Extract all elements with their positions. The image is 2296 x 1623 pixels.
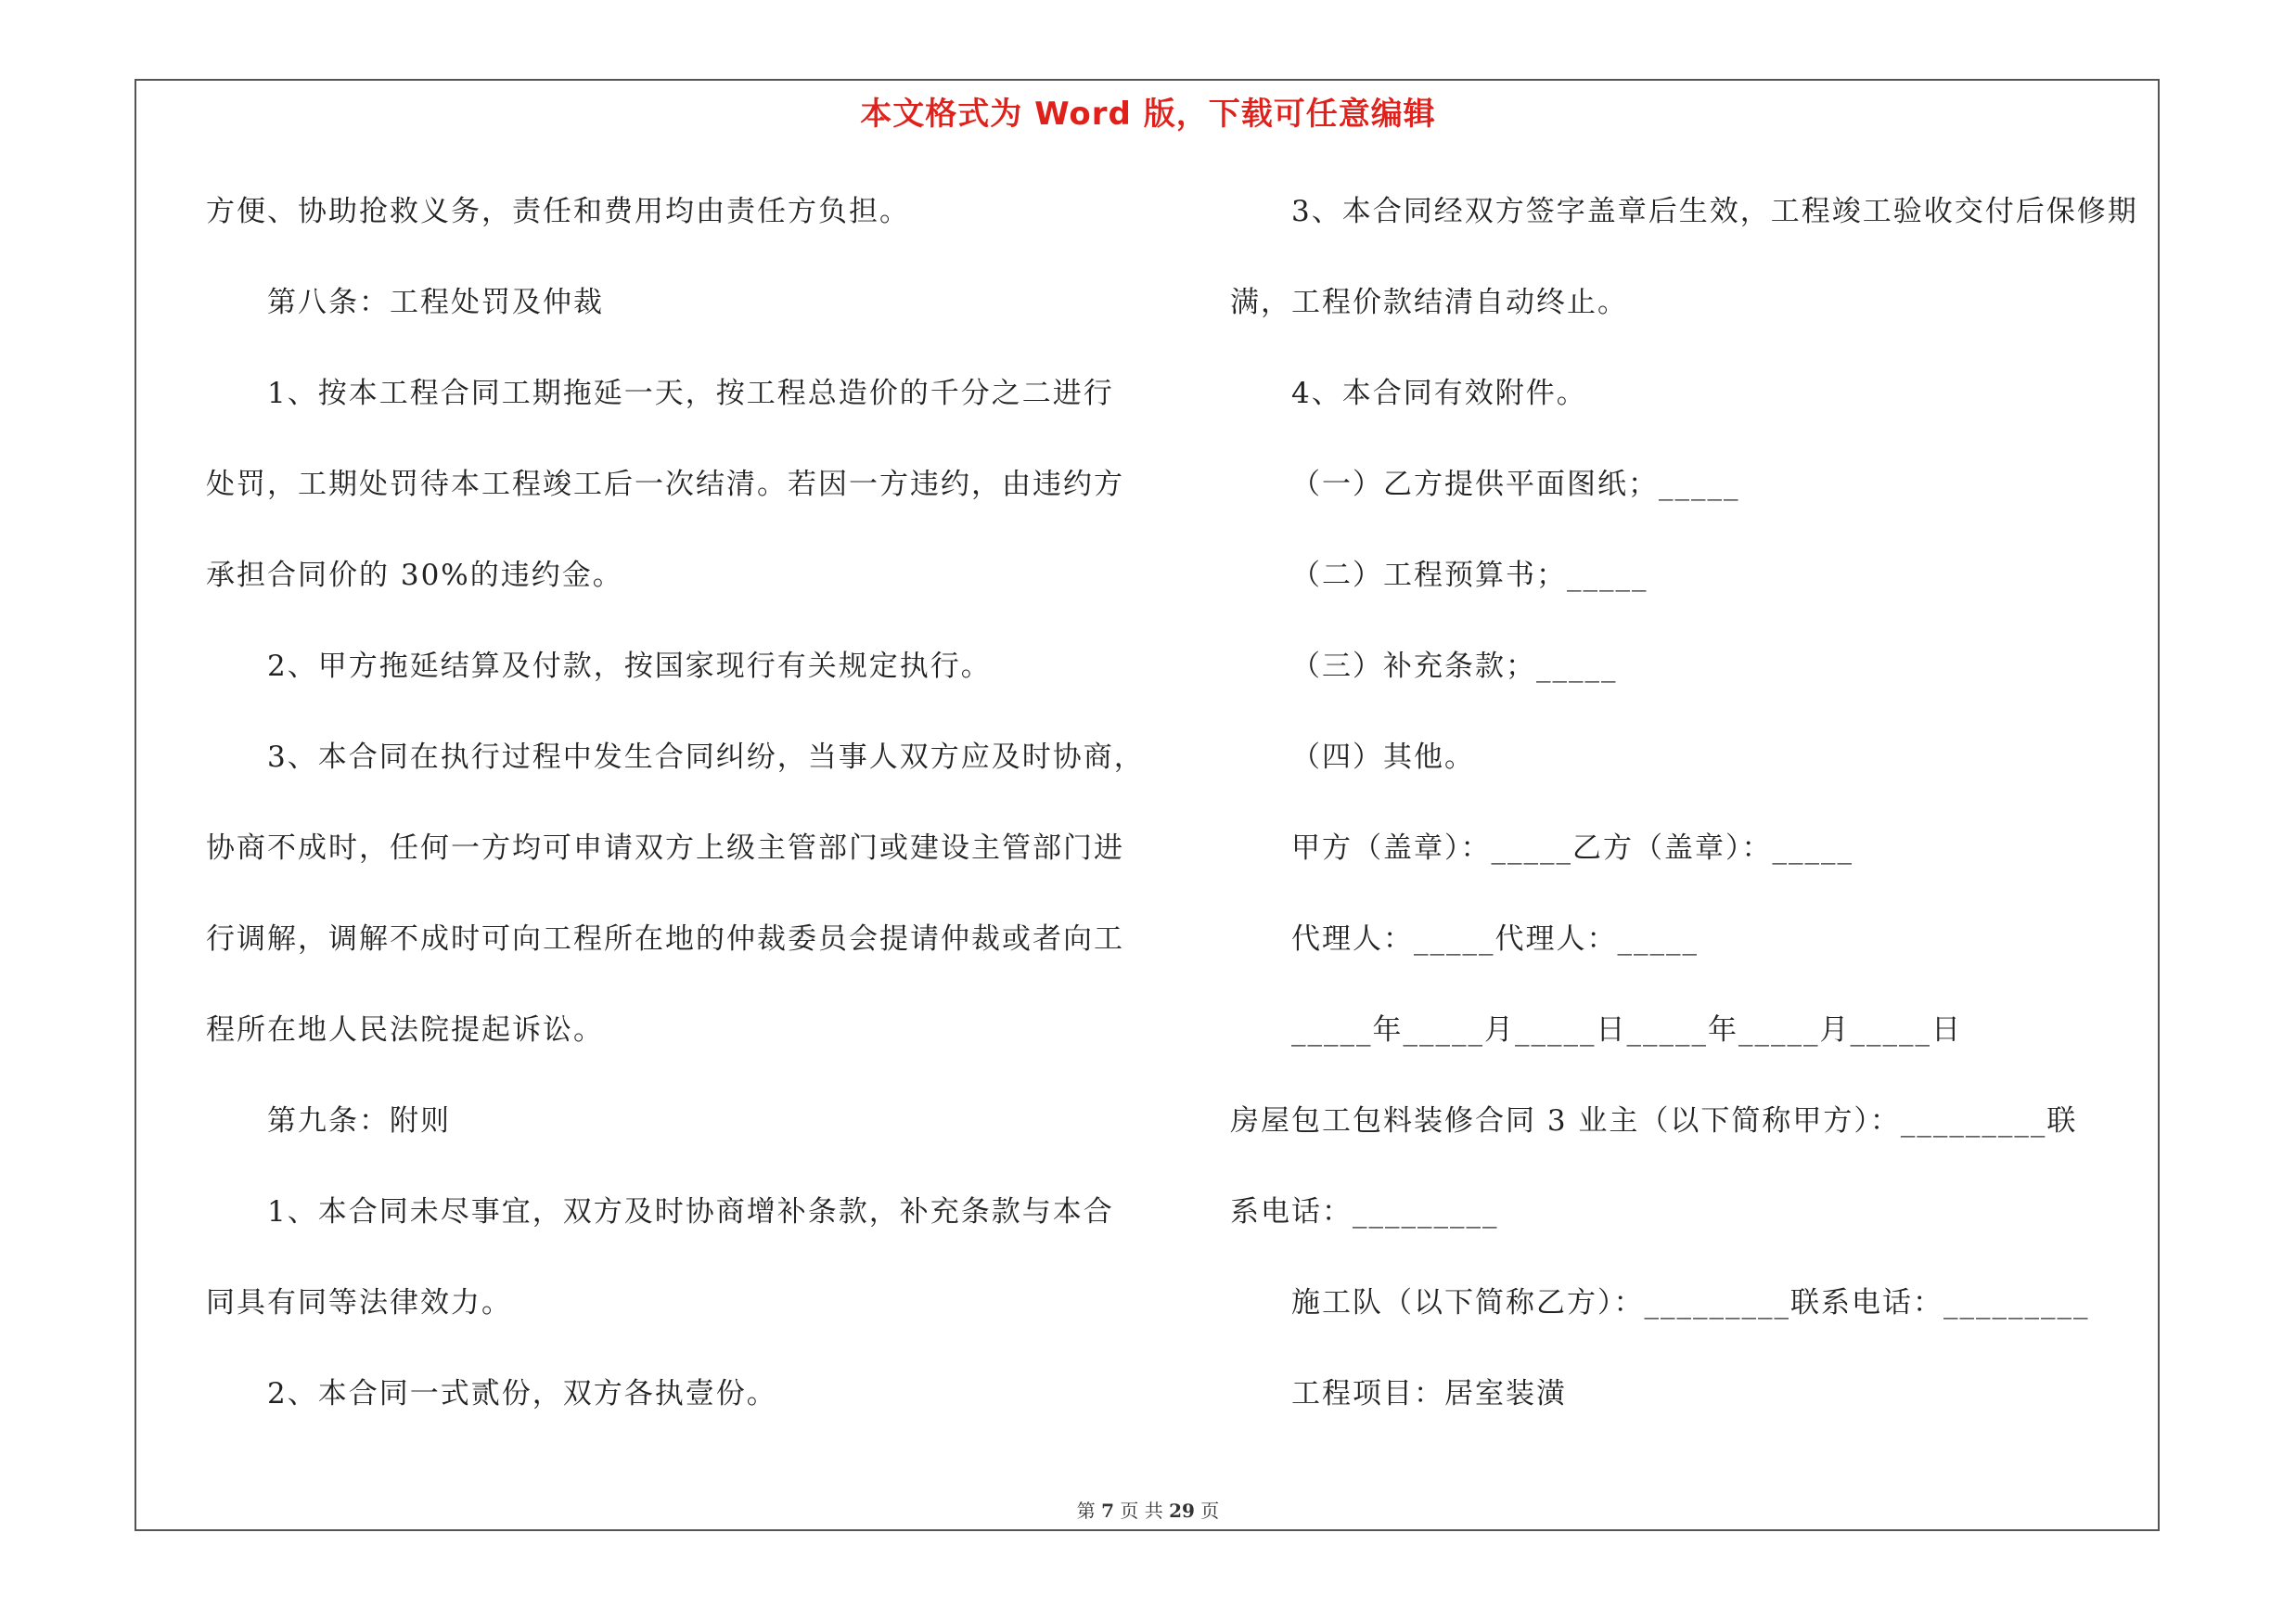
- paragraph-line: 方便、协助抢救义务，责任和费用均由责任方负担。: [206, 195, 910, 228]
- paragraph-line: 2、本合同一式贰份，双方各执壹份。: [267, 1377, 777, 1410]
- paragraph-line: （三）补充条款；_____: [1291, 650, 1618, 683]
- current-page-number: 7: [1101, 1500, 1114, 1522]
- page-number-footer: [0, 1496, 2296, 1523]
- footer-middle: 页 共: [1120, 1500, 1163, 1522]
- paragraph-line: 3、本合同经双方签字盖章后生效，工程竣工验收交付后保修期: [1291, 195, 2138, 228]
- paragraph-line: 满，工程价款结清自动终止。: [1230, 286, 1628, 319]
- paragraph-line: 房屋包工包料装修合同 3 业主（以下简称甲方）：_________联: [1230, 1104, 2078, 1138]
- total-page-count: 29: [1169, 1500, 1195, 1522]
- left-column: [206, 184, 1171, 1457]
- paragraph-line: _____年_____月_____日_____年_____月_____日: [1291, 1013, 1962, 1047]
- right-column: [1230, 184, 2158, 1457]
- paragraph-line: （二）工程预算书；_____: [1291, 559, 1648, 592]
- paragraph-line: （一）乙方提供平面图纸；_____: [1291, 468, 1740, 501]
- paragraph-line: 系电话：_________: [1230, 1195, 1499, 1229]
- paragraph-line: 承担合同价的 30%的违约金。: [206, 559, 623, 592]
- footer-prefix: 第: [1076, 1500, 1096, 1522]
- paragraph-line: 施工队（以下简称乙方）：_________联系电话：_________: [1291, 1286, 2090, 1320]
- paragraph-line: 代理人：_____代理人：_____: [1291, 922, 1699, 956]
- paragraph-line: 行调解，调解不成时可向工程所在地的仲裁委员会提请仲裁或者向工: [206, 922, 1124, 956]
- paragraph-line: 1、本合同未尽事宜，双方及时协商增补条款，补充条款与本合: [267, 1195, 1114, 1229]
- footer-suffix: 页: [1200, 1500, 1220, 1522]
- paragraph-line: 处罚，工期处罚待本工程竣工后一次结清。若因一方违约，由违约方: [206, 468, 1124, 501]
- paragraph-line: 同具有同等法律效力。: [206, 1286, 512, 1320]
- word-format-banner: 本文格式为 Word 版，下载可任意编辑: [860, 96, 1436, 133]
- paragraph-line: 2、甲方拖延结算及付款，按国家现行有关规定执行。: [267, 650, 992, 683]
- paragraph-line: 3、本合同在执行过程中发生合同纠纷，当事人双方应及时协商，: [267, 741, 1145, 774]
- paragraph-line: 4、本合同有效附件。: [1291, 377, 1587, 410]
- paragraph-line: 第八条：工程处罚及仲裁: [267, 286, 604, 319]
- paragraph-line: （四）其他。: [1291, 741, 1475, 774]
- paragraph-line: 1、按本工程合同工期拖延一天，按工程总造价的千分之二进行: [267, 377, 1114, 410]
- paragraph-line: 甲方（盖章）：_____乙方（盖章）：_____: [1291, 831, 1853, 865]
- paragraph-line: 程所在地人民法院提起诉讼。: [206, 1013, 604, 1047]
- paragraph-line: 工程项目：居室装潢: [1291, 1377, 1567, 1410]
- paragraph-line: 第九条：附则: [267, 1104, 451, 1138]
- paragraph-line: 协商不成时，任何一方均可申请双方上级主管部门或建设主管部门进: [206, 831, 1124, 865]
